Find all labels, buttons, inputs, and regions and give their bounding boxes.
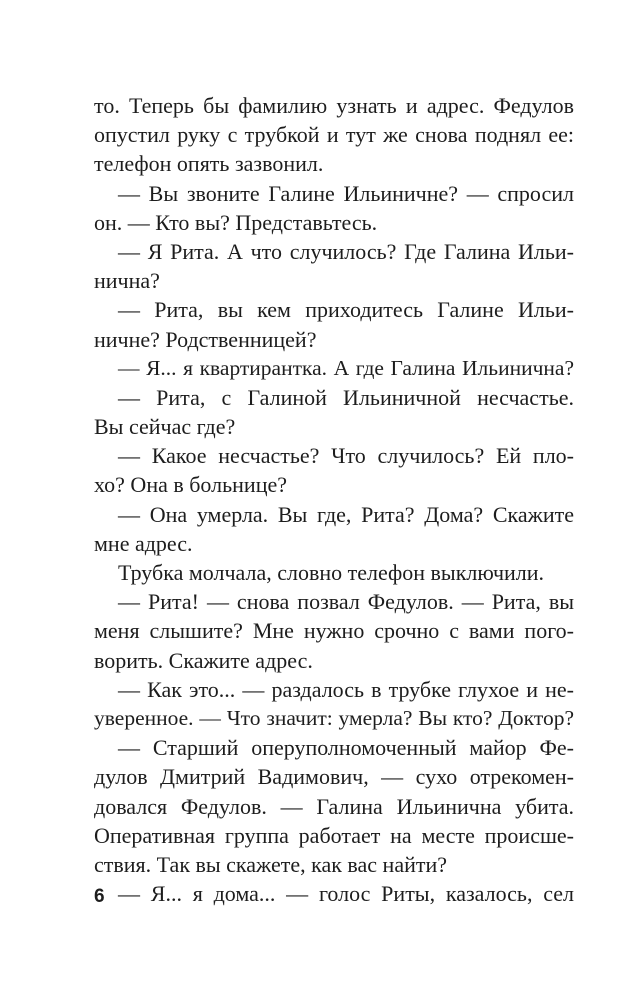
text-line: меня слышите? Мне нужно срочно с вами пого- [94, 618, 574, 644]
text-line: — Она умерла. Вы где, Рита? Дома? Скажите [118, 501, 574, 527]
text-line: опустил руку с трубкой и тут же снова поднял ее: [94, 122, 574, 148]
body-text [94, 91, 574, 908]
text-line: — Рита, вы кем приходитесь Галине Ильи- [118, 297, 574, 323]
text-line: Трубка молчала, словно телефон выключили. [118, 560, 545, 585]
text-line: Оперативная группа работает на месте происше- [94, 822, 574, 848]
text-line: — Я Рита. А что случилось? Где Галина Ильи- [118, 238, 574, 264]
text-line: — Рита! — снова позвал Федулов. — Рита, вы [118, 589, 574, 615]
text-line: — Вы звоните Галине Ильиничне? — спросил [118, 180, 574, 206]
text-line: хо? Она в больнице? [94, 472, 288, 498]
text-line: ствия. Так вы скажете, как вас найти? [94, 851, 448, 877]
text-line: мне адрес. [94, 530, 193, 556]
text-line: дулов Дмитрий Вадимович, — сухо отрекомен- [94, 764, 574, 790]
text-line: — Я... я дома... — голос Риты, казалось, сел [118, 881, 574, 907]
text-line: Вы сейчас где? [94, 414, 236, 440]
text-line: то. Теперь бы фамилию узнать и адрес. Федулов [94, 93, 574, 118]
text-line: — Я... я квартирантка. А где Галина Ильинична? [118, 355, 574, 380]
text-line: — Старший оперуполномоченный майор Фе- [118, 735, 574, 761]
text-line: он. — Кто вы? Представьтесь. [94, 209, 378, 235]
text-line: довался Федулов. — Галина Ильинична убита. [94, 793, 574, 819]
text-line: ворить. Скажите адрес. [94, 647, 313, 673]
text-line: нична? [94, 268, 160, 294]
page-number: 6 [94, 886, 105, 907]
text-line: — Как это... — раздалось в трубке глухое и не- [118, 676, 574, 702]
text-line: телефон опять зазвонил. [94, 151, 324, 177]
text-line: — Какое несчастье? Что случилось? Ей пло- [118, 443, 574, 469]
text-line: уверенное. — Что значит: умерла? Вы кто? Доктор? [94, 705, 574, 730]
text-line: — Рита, с Галиной Ильиничной несчастье. [118, 384, 574, 410]
text-line: ничне? Родственницей? [94, 326, 317, 352]
